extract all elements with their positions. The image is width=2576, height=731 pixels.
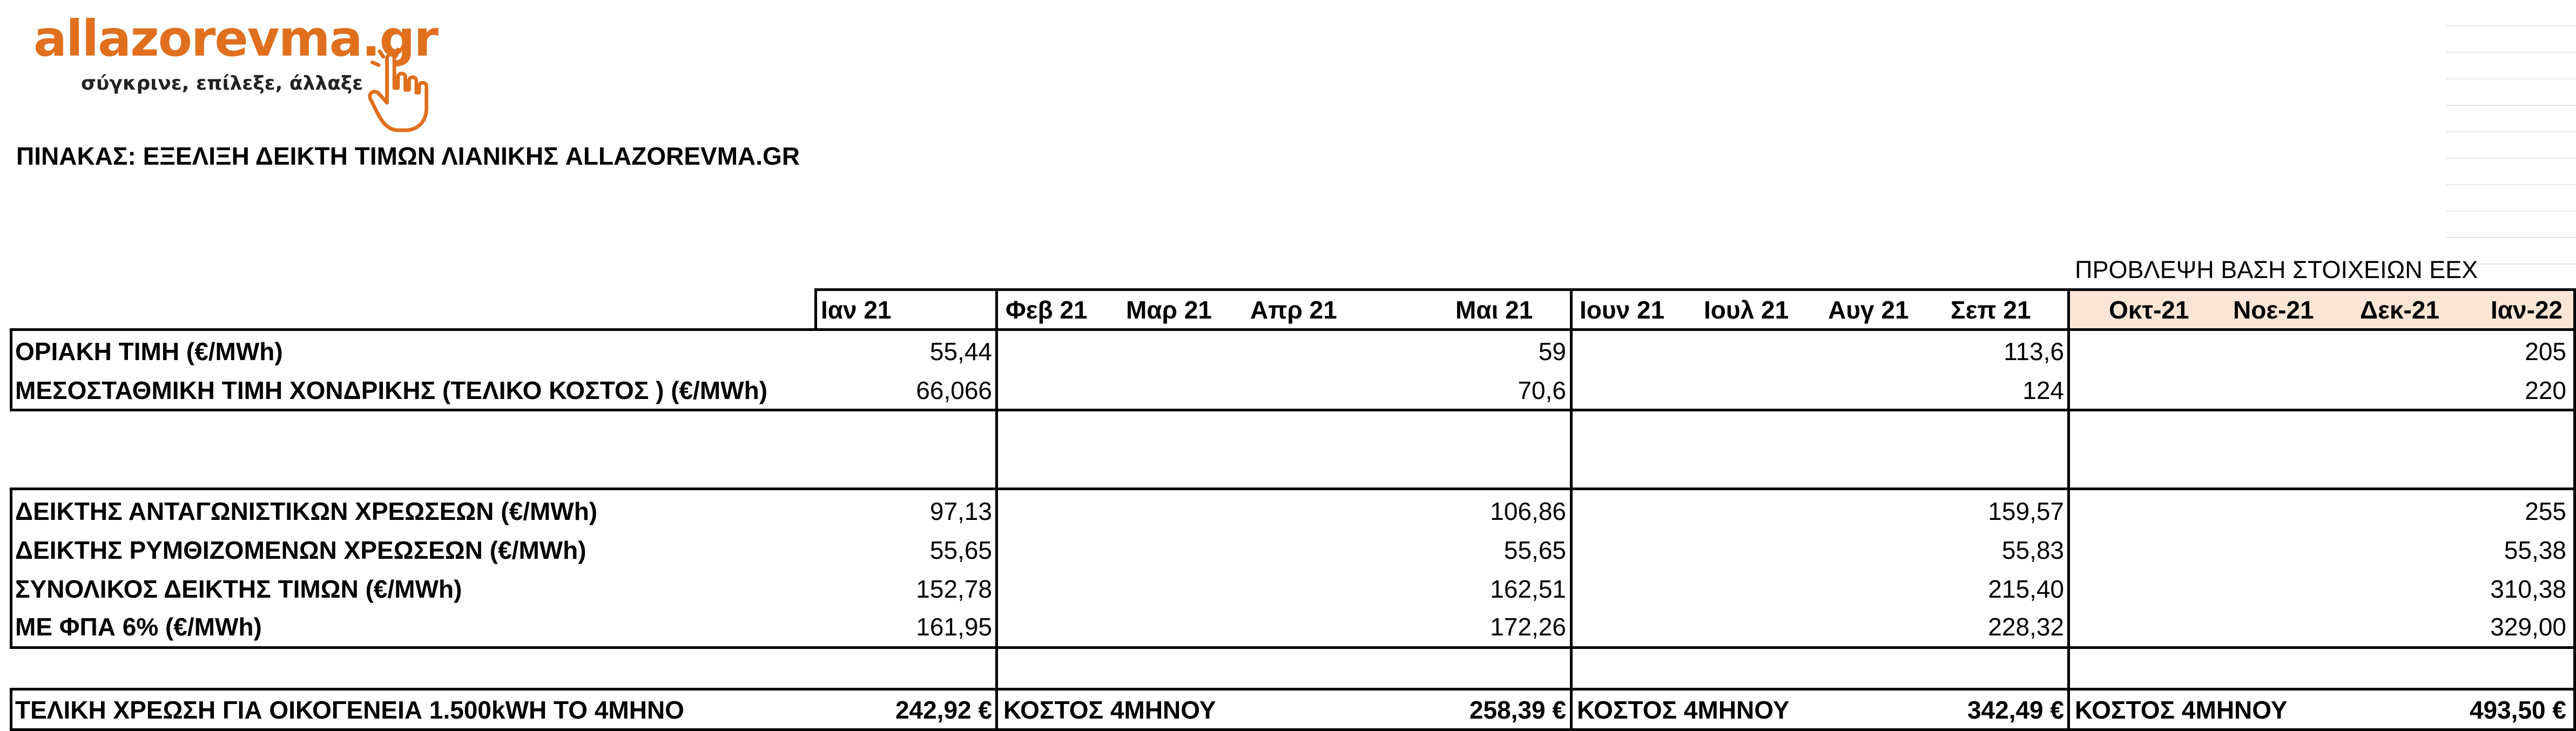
month-header: Μαρ 21 <box>1126 296 1212 324</box>
border-line <box>10 409 2576 411</box>
value-cell: 70,6 <box>1518 376 1566 404</box>
value-cell: 124 <box>2022 376 2064 404</box>
month-header: Φεβ 21 <box>1006 296 1088 324</box>
border-line <box>814 288 817 331</box>
month-header: Ιαν-22 <box>2491 296 2563 324</box>
value-cell: 159,57 <box>1988 497 2064 525</box>
month-header: Δεκ-21 <box>2360 296 2440 324</box>
month-header: Ιουν 21 <box>1580 296 1665 324</box>
value-cell: 215,40 <box>1988 575 2064 603</box>
value-cell: 220 <box>2525 376 2566 404</box>
border-line <box>2573 288 2576 731</box>
border-line <box>10 328 2576 331</box>
table-title: ΠΙΝΑΚΑΣ: ΕΞΕΛΙΞΗ ΔΕΙΚΤΗ ΤΙΜΩΝ ΛΙΑΝΙΚΗΣ ALLAZOREVMA.GR <box>16 142 800 170</box>
value-cell: 55,65 <box>1503 536 1566 564</box>
month-header: Σεπ 21 <box>1951 296 2031 324</box>
border-line <box>10 688 2576 691</box>
month-header: Ιαν 21 <box>821 296 892 324</box>
month-header: Απρ 21 <box>1250 296 1337 324</box>
border-line <box>10 646 2576 649</box>
border-line <box>10 688 12 731</box>
value-cell: 55,44 <box>929 337 992 366</box>
value-cell: 59 <box>1538 337 1566 366</box>
row-label: ΜΕΣΟΣΤΑΘΜΙΚΗ ΤΙΜΗ ΧΟΝΔΡΙΚΗΣ (ΤΕΛΙΚΟ ΚΟΣΤΟΣ ) (€/MWh) <box>15 376 768 404</box>
month-header: Αυγ 21 <box>1828 296 1909 324</box>
value-cell: 113,6 <box>2004 337 2064 366</box>
month-header: Νοε-21 <box>2233 296 2314 324</box>
value-cell: 329,00 <box>2490 613 2566 641</box>
border-line <box>10 488 12 649</box>
final-value: 342,49 € <box>1967 696 2064 724</box>
border-line <box>10 328 12 411</box>
value-cell: 228,32 <box>1988 613 2064 641</box>
cost-label: ΚΟΣΤΟΣ 4ΜΗΝΟΥ <box>1577 696 1790 724</box>
row-label: ΟΡΙΑΚΗ ΤΙΜΗ (€/MWh) <box>15 337 283 366</box>
value-cell: 162,51 <box>1490 575 1566 603</box>
final-row-label: ΤΕΛΙΚΗ ΧΡΕΩΣΗ ΓΙΑ ΟΙΚΟΓΕΝΕΙΑ 1.500kWH ΤΟ 4ΜΗΝΟ <box>15 696 684 724</box>
forecast-label: ΠΡΟΒΛΕΨΗ ΒΑΣΗ ΣΤΟΙΧΕΙΩΝ ΕΕΧ <box>2075 256 2478 283</box>
border-line <box>2067 288 2070 731</box>
border-line <box>1570 288 1573 731</box>
border-line <box>10 488 2576 490</box>
value-cell: 205 <box>2525 337 2566 366</box>
value-cell: 66,066 <box>916 376 992 404</box>
border-line <box>10 728 2576 731</box>
cost-label: ΚΟΣΤΟΣ 4ΜΗΝΟΥ <box>1003 696 1216 724</box>
value-cell: 97,13 <box>929 497 992 525</box>
final-value: 493,50 € <box>2469 696 2566 724</box>
final-value: 258,39 € <box>1469 696 1566 724</box>
row-label: ΔΕΙΚΤΗΣ ΑΝΤΑΓΩΝΙΣΤΙΚΩΝ ΧΡΕΩΣΕΩΝ (€/MWh) <box>15 497 598 525</box>
value-cell: 55,83 <box>2001 536 2064 564</box>
logo-text: allazorevma.gr <box>33 10 437 67</box>
border-line <box>815 288 2576 291</box>
value-cell: 310,38 <box>2490 575 2566 603</box>
month-header: Ιουλ 21 <box>1704 296 1789 324</box>
row-label: ΣΥΝΟΛΙΚΟΣ ΔΕΙΚΤΗΣ ΤΙΜΩΝ (€/MWh) <box>15 575 462 603</box>
value-cell: 172,26 <box>1490 613 1566 641</box>
cost-label: ΚΟΣΤΟΣ 4ΜΗΝΟΥ <box>2075 696 2288 724</box>
row-label: ΜΕ ΦΠΑ 6% (€/MWh) <box>15 613 262 641</box>
value-cell: 161,95 <box>916 613 992 641</box>
value-cell: 152,78 <box>916 575 992 603</box>
border-line <box>995 288 998 731</box>
value-cell: 255 <box>2525 497 2566 525</box>
value-cell: 55,65 <box>929 536 992 564</box>
month-header: Μαι 21 <box>1455 296 1533 324</box>
value-cell: 106,86 <box>1490 497 1566 525</box>
month-header: Οκτ-21 <box>2109 296 2189 324</box>
logo-tagline: σύγκρινε, επίλεξε, άλλαξε <box>81 72 363 94</box>
row-label: ΔΕΙΚΤΗΣ ΡΥΜΘΙΖΟΜΕΝΩΝ ΧΡΕΩΣΕΩΝ (€/MWh) <box>15 536 586 564</box>
value-cell: 55,38 <box>2504 536 2566 564</box>
final-value: 242,92 € <box>895 696 992 724</box>
